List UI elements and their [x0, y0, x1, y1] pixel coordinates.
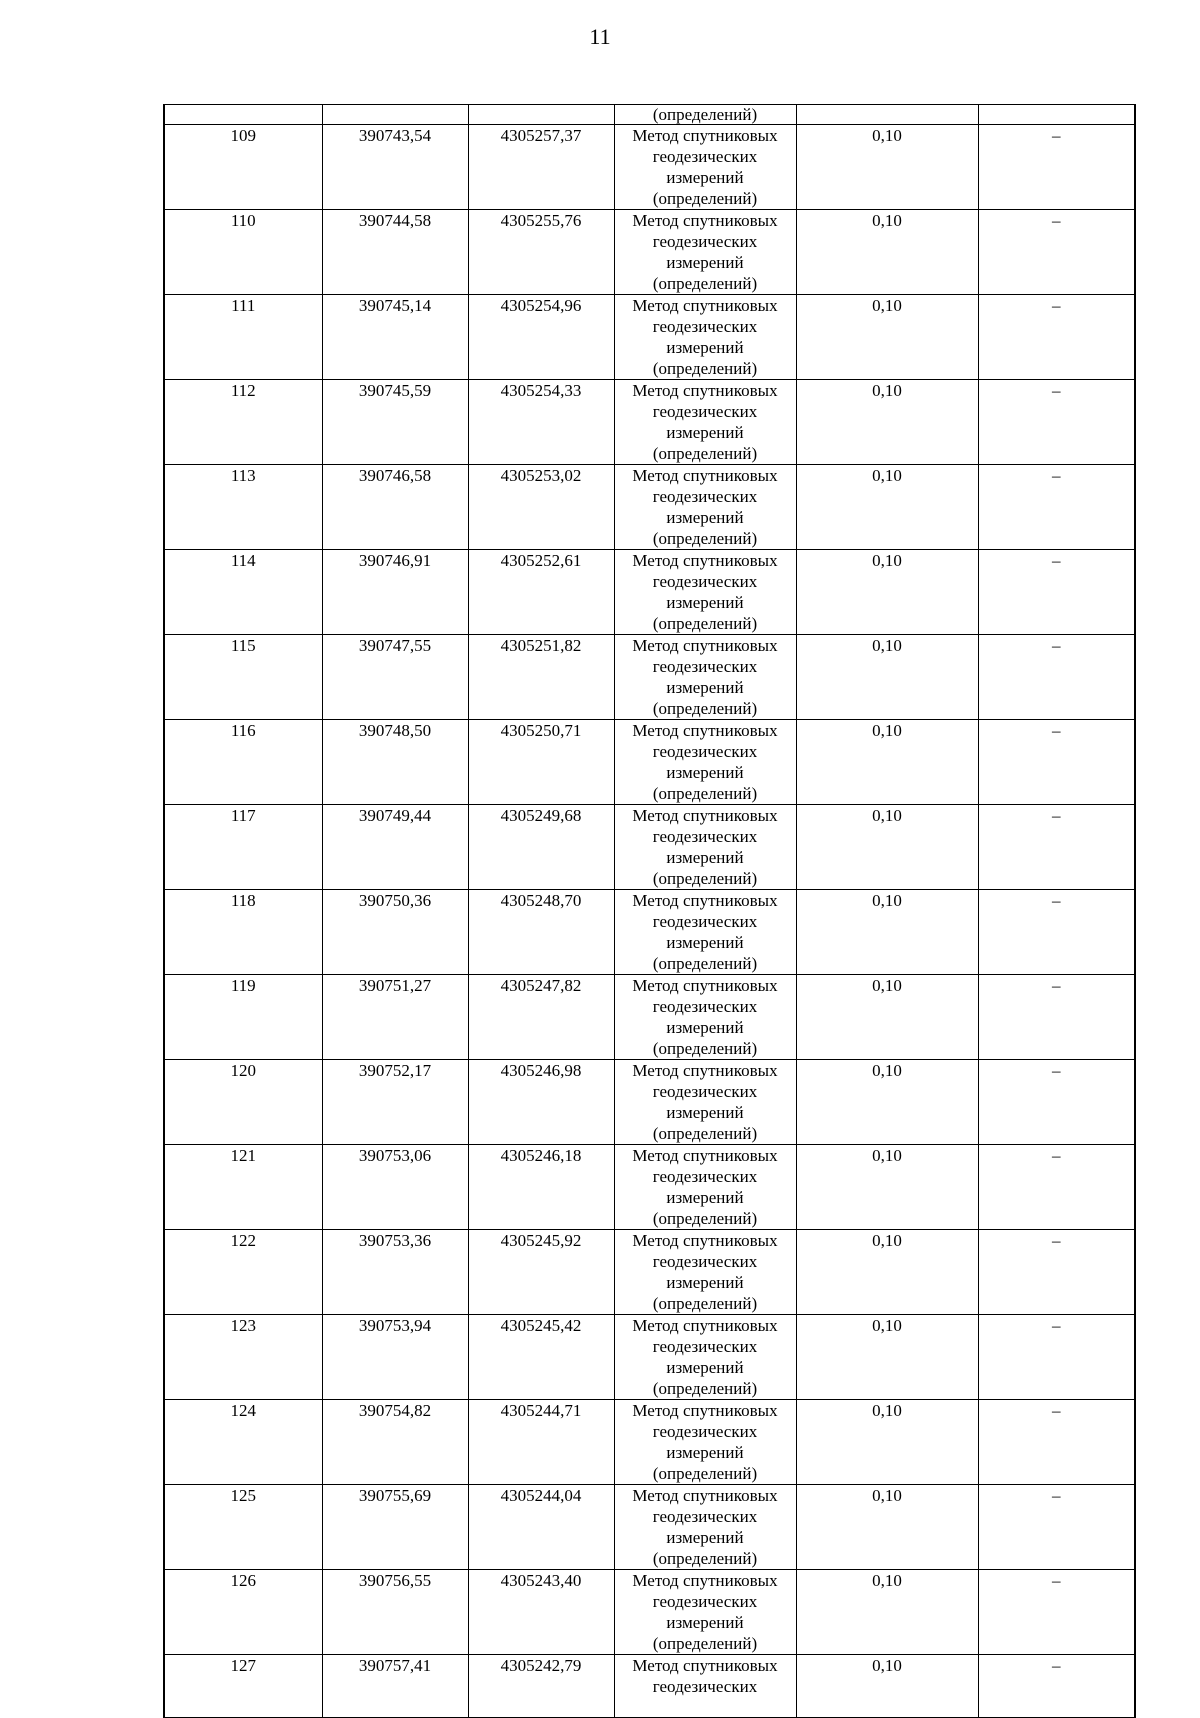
cell-note: –: [978, 465, 1135, 550]
table-row: [164, 1655, 1135, 1718]
cell-precision: 0,10: [796, 1485, 978, 1570]
cell-note: –: [978, 975, 1135, 1060]
cell-x: 390752,17: [322, 1060, 468, 1145]
method-line: измерений: [666, 1613, 744, 1632]
method-line: Метод спутниковых: [632, 1061, 778, 1080]
cell-number: 125: [164, 1485, 322, 1570]
table-row: [164, 210, 1135, 295]
cell-y: 4305257,37: [468, 125, 614, 210]
cell-number: [164, 105, 322, 125]
method-line: (определений): [652, 699, 758, 718]
method-line: Метод спутниковых: [632, 721, 778, 740]
cell-note: –: [978, 1570, 1135, 1655]
cell-note: [978, 105, 1135, 125]
cell-note: –: [978, 1400, 1135, 1485]
coordinates-table: [163, 104, 1136, 1718]
cell-note: –: [978, 380, 1135, 465]
cell-note: –: [978, 125, 1135, 210]
cell-precision: 0,10: [796, 380, 978, 465]
cell-x: 390750,36: [322, 890, 468, 975]
method-line: (определений): [652, 1634, 758, 1653]
cell-y: 4305243,40: [468, 1570, 614, 1655]
method-line: измерений: [666, 593, 744, 612]
method-line: (определений): [652, 359, 758, 378]
cell-note: –: [978, 210, 1135, 295]
method-line: геодезических: [652, 827, 758, 846]
cell-method: [614, 550, 796, 635]
method-line: (определений): [652, 274, 758, 293]
table-row: [164, 465, 1135, 550]
method-line: геодезических: [652, 1167, 758, 1186]
method-line: измерений: [666, 763, 744, 782]
method-line: геодезических: [652, 1592, 758, 1611]
method-line: измерений: [666, 1018, 744, 1037]
method-line: (определений): [652, 1039, 758, 1058]
continuation-row: [164, 105, 1135, 125]
method-line: (определений): [652, 1549, 758, 1568]
cell-precision: 0,10: [796, 1655, 978, 1718]
cell-method: [614, 720, 796, 805]
cell-method: [614, 635, 796, 720]
cell-method: [614, 380, 796, 465]
cell-y: 4305251,82: [468, 635, 614, 720]
method-line: Метод спутниковых: [632, 381, 778, 400]
cell-method: [614, 1145, 796, 1230]
cell-note: –: [978, 1655, 1135, 1718]
method-line: Метод спутниковых: [632, 466, 778, 485]
method-line: Метод спутниковых: [632, 891, 778, 910]
table-row: [164, 1570, 1135, 1655]
method-line: измерений: [666, 253, 744, 272]
method-line: Метод спутниковых: [632, 1401, 778, 1420]
cell-method: [614, 805, 796, 890]
cell-number: 111: [164, 295, 322, 380]
cell-y: 4305242,79: [468, 1655, 614, 1718]
method-line: (определений): [652, 189, 758, 208]
method-line: геодезических: [652, 1677, 758, 1696]
cell-number: 120: [164, 1060, 322, 1145]
cell-x: 390753,36: [322, 1230, 468, 1315]
cell-precision: 0,10: [796, 550, 978, 635]
cell-precision: 0,10: [796, 1315, 978, 1400]
cell-x: 390747,55: [322, 635, 468, 720]
method-line: измерений: [666, 678, 744, 697]
method-line: измерений: [666, 168, 744, 187]
cell-note: –: [978, 295, 1135, 380]
method-line: (определений): [652, 954, 758, 973]
cell-x: 390745,14: [322, 295, 468, 380]
cell-method: [614, 1485, 796, 1570]
method-line: геодезических: [652, 317, 758, 336]
cell-precision: 0,10: [796, 805, 978, 890]
table-row: [164, 890, 1135, 975]
cell-precision: [796, 105, 978, 125]
cell-precision: 0,10: [796, 1230, 978, 1315]
cell-note: –: [978, 1230, 1135, 1315]
method-line: геодезических: [652, 572, 758, 591]
cell-x: 390746,58: [322, 465, 468, 550]
method-line: измерений: [666, 1273, 744, 1292]
method-line: (определений): [652, 444, 758, 463]
method-line: измерений: [666, 933, 744, 952]
method-line: геодезических: [652, 912, 758, 931]
method-line: геодезических: [652, 657, 758, 676]
cell-y: 4305254,96: [468, 295, 614, 380]
method-line: измерений: [666, 1443, 744, 1462]
method-line: Метод спутниковых: [632, 1316, 778, 1335]
cell-precision: 0,10: [796, 1400, 978, 1485]
method-line: измерений: [666, 338, 744, 357]
cell-number: 124: [164, 1400, 322, 1485]
method-line: измерений: [666, 1528, 744, 1547]
cell-method: [614, 1400, 796, 1485]
cell-precision: 0,10: [796, 125, 978, 210]
cell-y: 4305245,42: [468, 1315, 614, 1400]
method-line: геодезических: [652, 1082, 758, 1101]
cell-method: [614, 890, 796, 975]
cell-x: 390746,91: [322, 550, 468, 635]
method-line: Метод спутниковых: [632, 636, 778, 655]
cell-number: 119: [164, 975, 322, 1060]
cell-x: 390756,55: [322, 1570, 468, 1655]
cell-number: 126: [164, 1570, 322, 1655]
cell-y: 4305248,70: [468, 890, 614, 975]
method-line: (определений): [652, 1209, 758, 1228]
cell-number: 116: [164, 720, 322, 805]
method-line: геодезических: [652, 1422, 758, 1441]
method-line: Метод спутниковых: [632, 1486, 778, 1505]
cell-note: –: [978, 805, 1135, 890]
method-line: (определений): [652, 1124, 758, 1143]
cell-note: –: [978, 1315, 1135, 1400]
table-row: [164, 720, 1135, 805]
method-line: геодезических: [652, 1507, 758, 1526]
cell-method: [614, 465, 796, 550]
cell-x: 390744,58: [322, 210, 468, 295]
cell-x: 390751,27: [322, 975, 468, 1060]
cell-number: 117: [164, 805, 322, 890]
cell-precision: 0,10: [796, 1145, 978, 1230]
table-row: [164, 1230, 1135, 1315]
table-row: [164, 380, 1135, 465]
cell-method: [614, 125, 796, 210]
cell-number: 118: [164, 890, 322, 975]
cell-x: 390749,44: [322, 805, 468, 890]
method-line: измерений: [666, 848, 744, 867]
method-line: измерений: [666, 423, 744, 442]
method-line: геодезических: [652, 402, 758, 421]
cell-note: –: [978, 890, 1135, 975]
table-row: [164, 635, 1135, 720]
method-line: Метод спутниковых: [632, 806, 778, 825]
method-line: (определений): [652, 869, 758, 888]
method-line: (определений): [652, 1294, 758, 1313]
cell-number: 110: [164, 210, 322, 295]
method-line: Метод спутниковых: [632, 126, 778, 145]
cell-y: 4305255,76: [468, 210, 614, 295]
method-line: измерений: [666, 1103, 744, 1122]
cell-note: –: [978, 1485, 1135, 1570]
table-row: [164, 295, 1135, 380]
table-row: [164, 1400, 1135, 1485]
method-line: геодезических: [652, 232, 758, 251]
cell-y: 4305246,98: [468, 1060, 614, 1145]
cell-x: 390753,94: [322, 1315, 468, 1400]
table-row: [164, 1060, 1135, 1145]
method-line: измерений: [666, 1358, 744, 1377]
cell-x: 390753,06: [322, 1145, 468, 1230]
cell-x: 390754,82: [322, 1400, 468, 1485]
method-line: геодезических: [652, 487, 758, 506]
cell-number: 122: [164, 1230, 322, 1315]
cell-y: 4305247,82: [468, 975, 614, 1060]
cell-precision: 0,10: [796, 720, 978, 805]
method-line: геодезических: [652, 1252, 758, 1271]
cell-y: 4305245,92: [468, 1230, 614, 1315]
cell-y: 4305244,04: [468, 1485, 614, 1570]
method-line: (определений): [652, 529, 758, 548]
method-line: геодезических: [652, 742, 758, 761]
method-line: измерений: [666, 1188, 744, 1207]
table-row: [164, 125, 1135, 210]
cell-x: 390757,41: [322, 1655, 468, 1718]
method-line: (определений): [652, 614, 758, 633]
cell-method: (определений): [614, 105, 796, 125]
method-line: геодезических: [652, 997, 758, 1016]
cell-y: 4305246,18: [468, 1145, 614, 1230]
cell-method: [614, 975, 796, 1060]
method-line: геодезических: [652, 147, 758, 166]
cell-note: –: [978, 720, 1135, 805]
method-line: Метод спутниковых: [632, 1146, 778, 1165]
cell-y: 4305250,71: [468, 720, 614, 805]
cell-note: –: [978, 1145, 1135, 1230]
method-line: (определений): [652, 1379, 758, 1398]
cell-method: [614, 1315, 796, 1400]
method-line: Метод спутниковых: [632, 211, 778, 230]
cell-method: [614, 1060, 796, 1145]
method-line: (определений): [652, 1464, 758, 1483]
cell-precision: 0,10: [796, 890, 978, 975]
cell-y: 4305253,02: [468, 465, 614, 550]
cell-precision: 0,10: [796, 1570, 978, 1655]
table-body: [164, 105, 1135, 1718]
cell-precision: 0,10: [796, 210, 978, 295]
cell-note: –: [978, 550, 1135, 635]
cell-y: 4305249,68: [468, 805, 614, 890]
cell-method: [614, 295, 796, 380]
cell-precision: 0,10: [796, 1060, 978, 1145]
table-row: [164, 1485, 1135, 1570]
method-line: Метод спутниковых: [632, 1231, 778, 1250]
cell-number: 123: [164, 1315, 322, 1400]
cell-note: –: [978, 1060, 1135, 1145]
table-row: [164, 1145, 1135, 1230]
cell-method: [614, 210, 796, 295]
table-row: [164, 805, 1135, 890]
table-row: [164, 550, 1135, 635]
cell-number: 121: [164, 1145, 322, 1230]
table-row: [164, 975, 1135, 1060]
method-line: Метод спутниковых: [632, 976, 778, 995]
cell-x: 390755,69: [322, 1485, 468, 1570]
method-line: измерений: [666, 508, 744, 527]
method-line: геодезических: [652, 1337, 758, 1356]
cell-x: [322, 105, 468, 125]
cell-number: 115: [164, 635, 322, 720]
table-row: [164, 1315, 1135, 1400]
method-line: Метод спутниковых: [632, 296, 778, 315]
cell-method: [614, 1570, 796, 1655]
cell-number: 113: [164, 465, 322, 550]
cell-x: 390743,54: [322, 125, 468, 210]
cell-precision: 0,10: [796, 465, 978, 550]
method-line: Метод спутниковых: [632, 1571, 778, 1590]
cell-x: 390745,59: [322, 380, 468, 465]
cell-number: 127: [164, 1655, 322, 1718]
cell-precision: 0,10: [796, 635, 978, 720]
cell-number: 112: [164, 380, 322, 465]
cell-precision: 0,10: [796, 295, 978, 380]
cell-y: 4305254,33: [468, 380, 614, 465]
cell-number: 109: [164, 125, 322, 210]
cell-note: –: [978, 635, 1135, 720]
method-line: Метод спутниковых: [632, 1656, 778, 1675]
cell-precision: 0,10: [796, 975, 978, 1060]
cell-y: [468, 105, 614, 125]
cell-method: [614, 1655, 796, 1718]
cell-method: [614, 1230, 796, 1315]
cell-y: 4305252,61: [468, 550, 614, 635]
cell-x: 390748,50: [322, 720, 468, 805]
cell-number: 114: [164, 550, 322, 635]
cell-y: 4305244,71: [468, 1400, 614, 1485]
page-number: 11: [589, 24, 611, 49]
method-line: Метод спутниковых: [632, 551, 778, 570]
method-line: (определений): [652, 784, 758, 803]
